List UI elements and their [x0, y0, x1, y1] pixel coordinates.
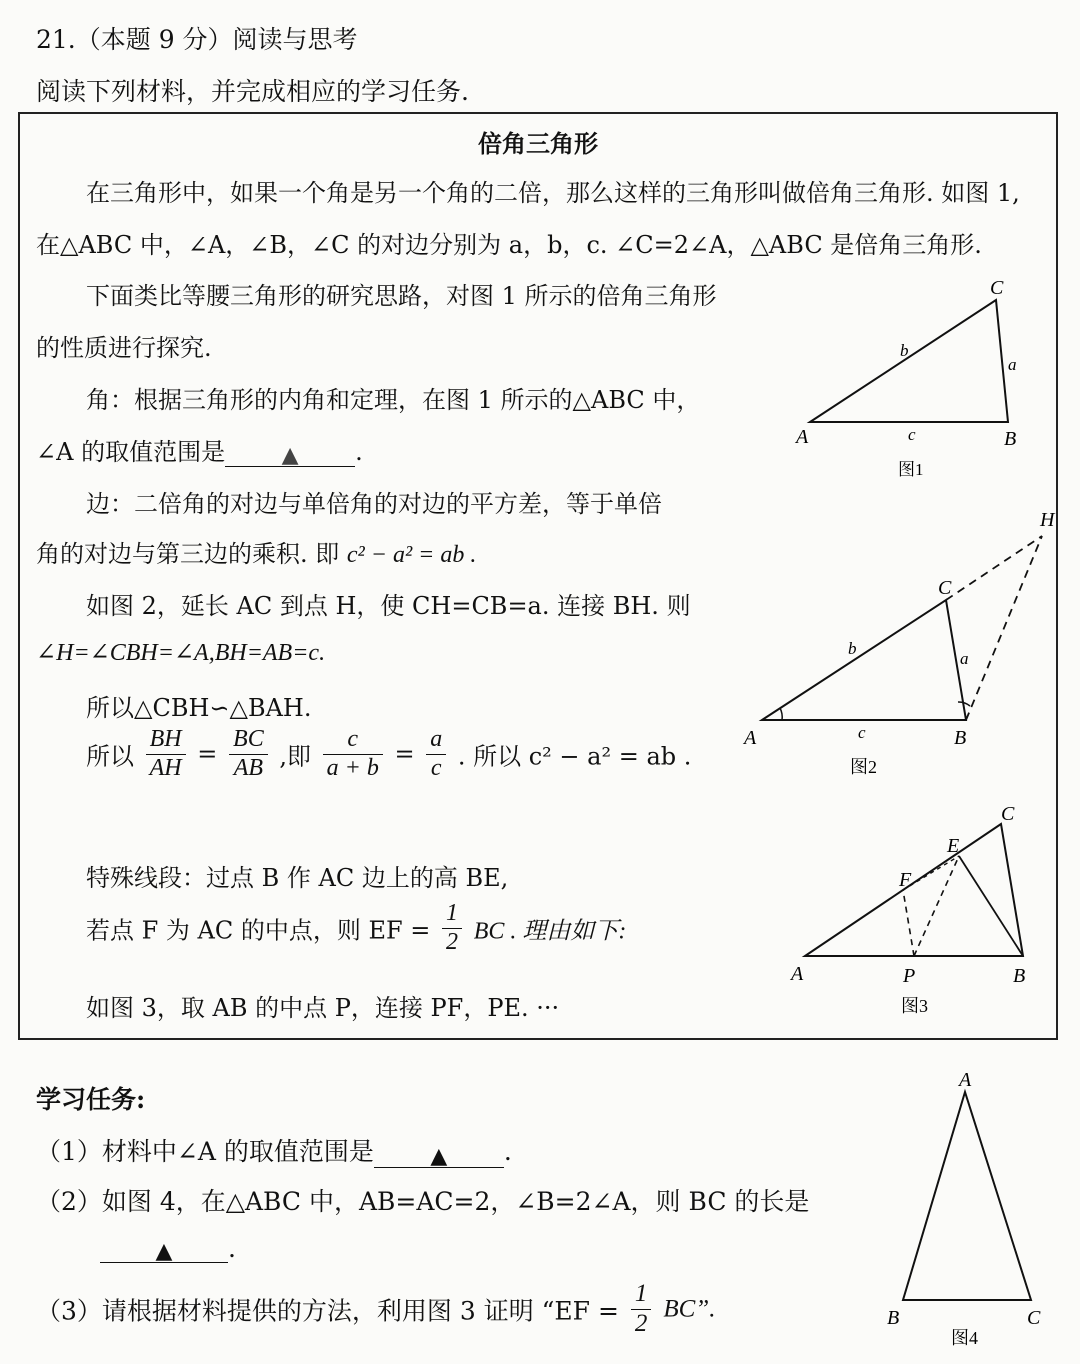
- fig2-label-C: C: [938, 577, 952, 599]
- figure-3: [775, 800, 1060, 1025]
- fig2-label-a: a: [960, 649, 969, 668]
- fig3-altitude-BE: [959, 856, 1023, 956]
- fig1-label-b: b: [900, 341, 909, 360]
- fig3-segment-PF: [903, 890, 914, 956]
- fig3-label-E: E: [947, 835, 960, 857]
- fig2-label-B: B: [954, 727, 967, 749]
- similar-line: 所以△CBH∽△BAH.: [86, 694, 312, 722]
- fig1-label-A: A: [796, 426, 809, 448]
- fig2-caption: 图2: [850, 757, 877, 777]
- fig2-label-b: b: [848, 639, 857, 658]
- fig2-line-BH: [966, 536, 1042, 720]
- angle-line-1: 角：根据三角形的内角和定理，在图 1 所示的△ABC 中，: [86, 386, 701, 414]
- approach-line-2: 的性质进行探究.: [36, 334, 212, 362]
- fig3-label-B: B: [1013, 965, 1026, 987]
- angle-range-blank[interactable]: [225, 443, 355, 467]
- figure-2: [730, 500, 1060, 790]
- fig3-label-A: A: [791, 963, 804, 985]
- fraction-half-task: $\frac{1}{2}$: [631, 1280, 652, 1339]
- question-header: 21.（本题 9 分）阅读与思考: [36, 25, 358, 54]
- fig2-label-H: H: [1040, 509, 1055, 531]
- fig4-caption: 图4: [951, 1328, 978, 1348]
- fig1-label-C: C: [990, 277, 1004, 299]
- tasks-title: 学习任务:: [36, 1085, 146, 1114]
- side-line-1: 边：二倍角的对边与单倍角的对边的平方差，等于单倍: [86, 490, 662, 518]
- fraction-a-c: $\frac{a}{c}$: [426, 726, 446, 782]
- task-2-blank[interactable]: [100, 1239, 228, 1263]
- fig4-label-B: B: [887, 1307, 900, 1329]
- fig3-segment-PE: [914, 856, 959, 956]
- ratio-line: 所以 $\frac{BH}{AH}$ = $\frac{BC}{AB}$ ,即 $\frac{c}{a + b}$ = $\frac{a}{c}$ . 所以 c² − a² = ab .: [86, 726, 692, 781]
- fraction-bc-ab: $\frac{BC}{AB}$: [229, 726, 268, 782]
- side-equation: c² − a² = ab .: [346, 542, 477, 568]
- fig1-triangle: [810, 300, 1008, 422]
- fig3-label-P: P: [903, 965, 916, 987]
- fig3-label-C: C: [1001, 803, 1015, 825]
- figure-1: [780, 270, 1060, 490]
- task-1: （1）材料中∠A 的取值范围是 ▲ .: [36, 1137, 512, 1169]
- fraction-c-a-plus-b: $\frac{c}{a + b}$: [323, 726, 383, 782]
- task-2-answer: ▲ .: [100, 1234, 236, 1263]
- fig2-label-A: A: [744, 727, 757, 749]
- blank-triangle-icon: ▲: [430, 1143, 448, 1169]
- question-instruction: 阅读下列材料，并完成相应的学习任务.: [36, 77, 469, 106]
- material-title: 倍角三角形: [478, 129, 598, 158]
- blank-triangle-icon: ▲: [281, 442, 299, 468]
- side-line-2: 角的对边与第三边的乘积. 即 c² − a² = ab .: [36, 540, 477, 568]
- task-1-blank[interactable]: [374, 1144, 504, 1168]
- fig1-label-c: c: [908, 425, 916, 444]
- figure-4: [875, 1062, 1060, 1357]
- approach-line-1: 下面类比等腰三角形的研究思路，对图 1 所示的倍角三角形: [86, 282, 717, 310]
- segment-line-1: 特殊线段：过点 B 作 AC 边上的高 BE,: [86, 864, 509, 892]
- fig3-label-F: F: [899, 869, 912, 891]
- definition-line-2: 在△ABC 中，∠A，∠B，∠C 的对边分别为 a，b，c. ∠C=2∠A，△ABC 是倍角三角形.: [36, 231, 982, 259]
- fig1-caption: 图1: [898, 460, 924, 479]
- fig2-angle-mark-A: [780, 708, 782, 720]
- task-3: （3）请根据材料提供的方法，利用图 3 证明 “EF = $\frac{1}{2}$ BC”.: [36, 1280, 716, 1337]
- blank-triangle-icon: ▲: [155, 1238, 173, 1264]
- fig4-label-A: A: [959, 1069, 972, 1091]
- segment-line-2: 若点 F 为 AC 的中点，则 EF = $\frac{1}{2}$ BC . 理由如下:: [86, 900, 627, 955]
- fig2-triangle: [762, 600, 966, 720]
- angle-line-2: ∠A 的取值范围是 ▲ .: [36, 438, 363, 468]
- task-2: （2）如图 4，在△ABC 中，AB=AC=2，∠B=2∠A，则 BC 的长是: [36, 1187, 810, 1216]
- fraction-half: $\frac{1}{2}$: [442, 900, 462, 956]
- fig2-label-c: c: [858, 723, 866, 742]
- definition-line-1: 在三角形中，如果一个角是另一个角的二倍，那么这样的三角形叫做倍角三角形. 如图 1,: [86, 179, 1020, 207]
- fig3-caption: 图3: [901, 996, 928, 1016]
- fig2-line-1: 如图 2，延长 AC 到点 H，使 CH=CB=a. 连接 BH. 则: [86, 592, 691, 620]
- fig2-line-2: ∠H=∠CBH=∠A,BH=AB=c.: [36, 640, 326, 666]
- fig1-label-B: B: [1004, 428, 1017, 450]
- angle-range-label: ∠A 的取值范围是: [36, 438, 226, 466]
- fig4-triangle: [903, 1092, 1031, 1300]
- fig2-line-CH: [946, 536, 1042, 600]
- segment-line-3: 如图 3，取 AB 的中点 P，连接 PF，PE. ···: [86, 994, 560, 1022]
- fig4-label-C: C: [1027, 1307, 1041, 1329]
- fig3-triangle: [805, 824, 1023, 956]
- fig1-label-a: a: [1008, 355, 1017, 374]
- fraction-bh-ah: $\frac{BH}{AH}$: [146, 726, 186, 782]
